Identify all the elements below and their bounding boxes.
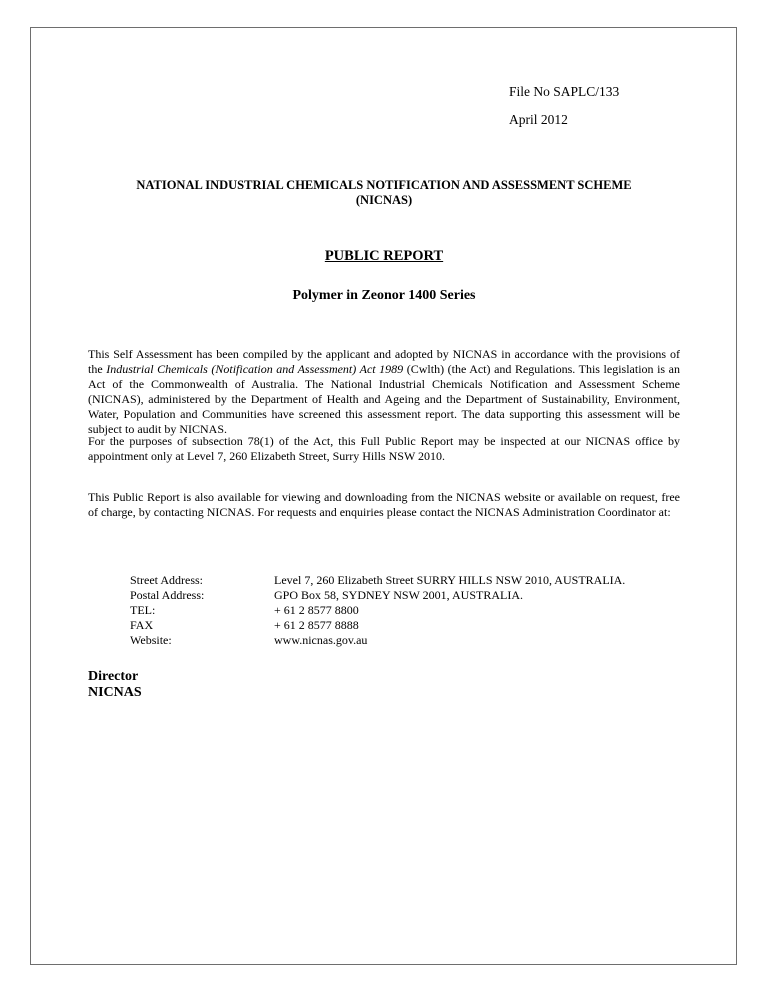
contact-value: + 61 2 8577 8800: [274, 603, 359, 617]
contact-label: TEL:: [130, 603, 156, 617]
report-date: April 2012: [509, 112, 568, 127]
contact-row-street: [130, 573, 625, 588]
contact-label: Street Address:: [130, 573, 203, 587]
scheme-title: [78, 178, 690, 208]
signoff-block: [88, 669, 142, 701]
website-link[interactable]: www.nicnas.gov.au: [274, 633, 368, 647]
contact-value: Level 7, 260 Elizabeth Street SURRY HILLS NSW 2010, AUSTRALIA.: [274, 573, 626, 587]
contact-label: FAX: [130, 618, 154, 632]
signoff-organisation: NICNAS: [88, 685, 142, 700]
signoff-title: Director: [88, 669, 139, 684]
scheme-title-line1: NATIONAL INDUSTRIAL CHEMICALS NOTIFICATION AND ASSESSMENT SCHEME: [136, 178, 632, 192]
contact-value: GPO Box 58, SYDNEY NSW 2001, AUSTRALIA.: [274, 588, 524, 602]
contact-row-postal: [130, 588, 625, 603]
file-reference-block: [509, 84, 619, 128]
contact-label: Website:: [130, 633, 172, 647]
contact-value: + 61 2 8577 8888: [274, 618, 359, 632]
chemical-name: Polymer in Zeonor 1400 Series: [292, 288, 476, 303]
contact-row-tel: [130, 603, 625, 618]
contact-row-fax: [130, 618, 625, 633]
inspection-paragraph: For the purposes of subsection 78(1) of the Act, this Full Public Report may be inspected at our NICNAS office by appointment only at Level 7, 260 Elizabeth Street, Surry Hills NSW 2010.: [88, 434, 680, 463]
p1-text-start: This Self Assessment has been compiled by the applicant and adopted by NICNAS in accordance with the provisions of the: [88, 347, 680, 376]
p1-text-end: (Cwlth) (the Act) and Regulations. This legislation is an Act of the Commonwealth of Australia. The National Industrial Chemicals Notification and Assessment Scheme (NICNAS), administered by the Department of Health and Ageing and the Department of Sustainability, Environment, Water, Population and Communities have screened this assessment report. The data supporting this assessment will be subject to audit by NICNAS.: [88, 362, 680, 436]
act-title: Industrial Chemicals (Notification and Assessment) Act 1989: [106, 362, 404, 376]
contact-details: [130, 573, 625, 648]
file-number: File No SAPLC/133: [509, 84, 620, 99]
contact-row-website: [130, 633, 625, 648]
availability-paragraph: This Public Report is also available for viewing and downloading from the NICNAS website or available on request, free of charge, by contacting NICNAS. For requests and enquiries please contact the NICNAS Administration Coordinator at:: [88, 490, 680, 519]
self-assessment-paragraph: [88, 347, 680, 437]
contact-label: Postal Address:: [130, 588, 205, 602]
scheme-title-line2: (NICNAS): [355, 193, 413, 207]
report-title: PUBLIC REPORT: [324, 248, 444, 264]
